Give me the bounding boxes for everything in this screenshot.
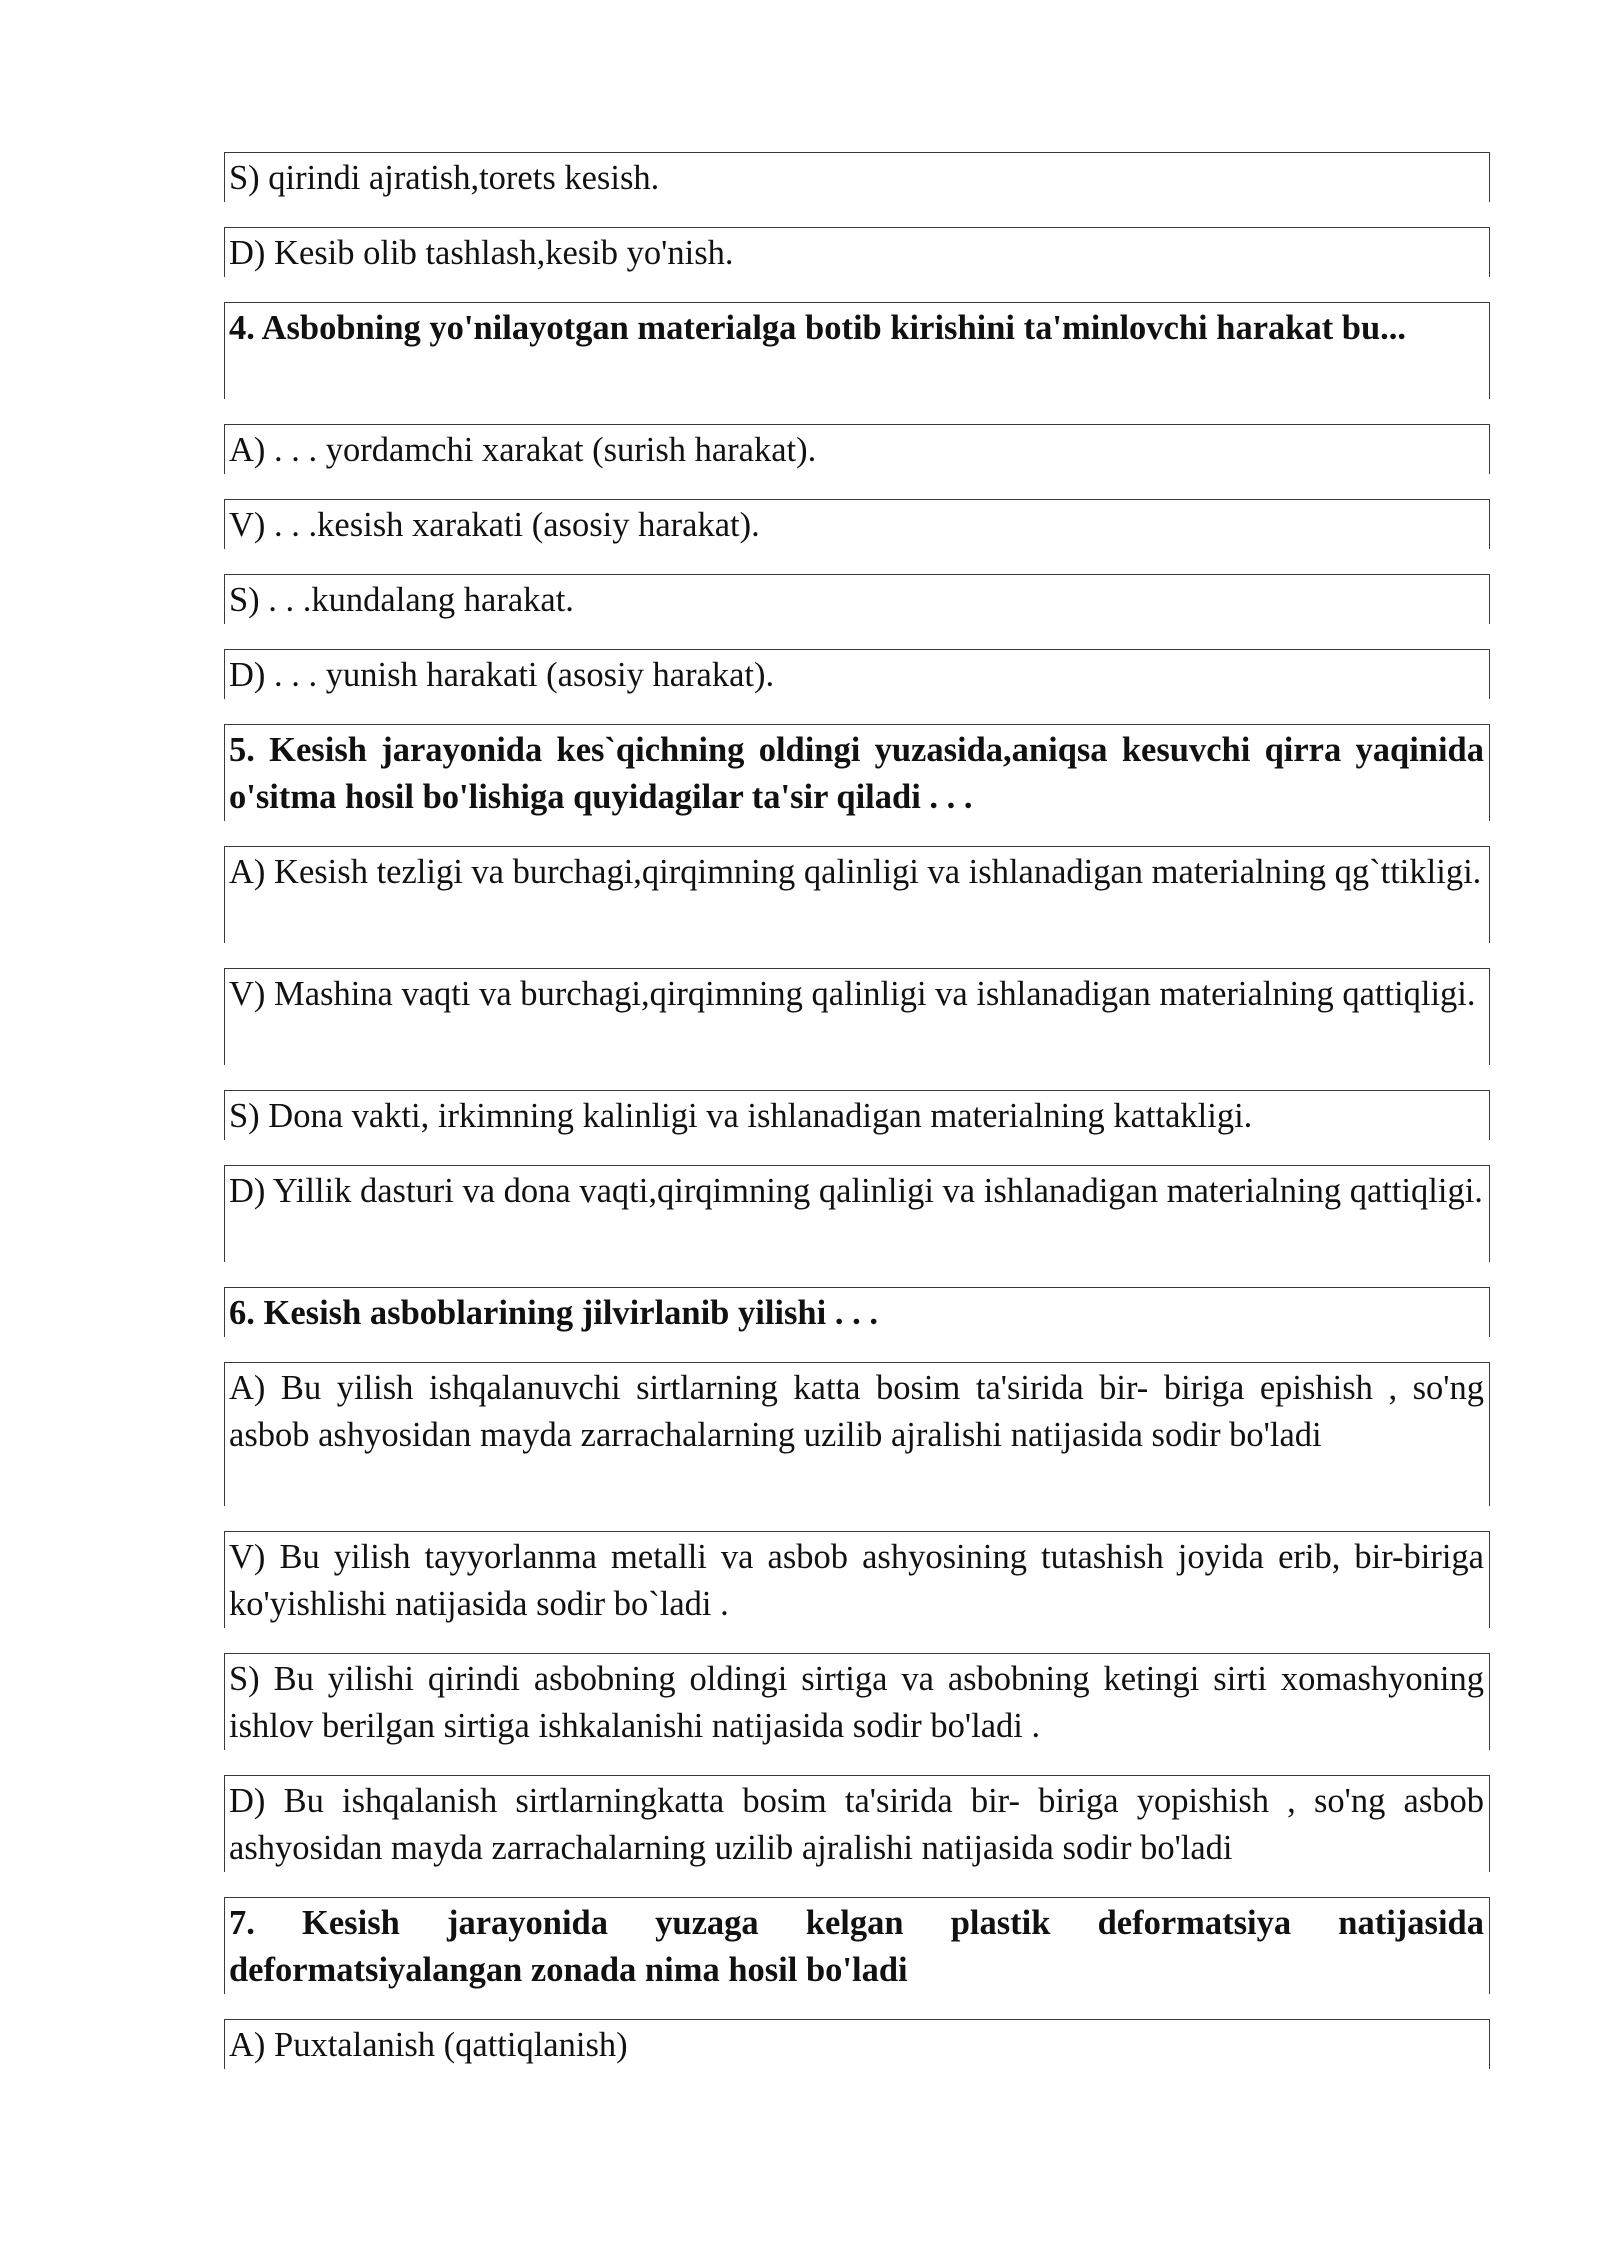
- question-4: [224, 302, 1490, 399]
- answer-option-5s: [224, 1090, 1490, 1140]
- question-7: [224, 1897, 1490, 1994]
- question-text: 4. Asbobning yo'nilayotgan materialga botib kirishini ta'minlovchi harakat bu...: [229, 309, 1407, 347]
- answer-option-text: A) Puxtalanish (qattiqlanish): [229, 2026, 628, 2064]
- answer-option-text: S) Bu yilishi qirindi asbobning oldingi sirtiga va asbobning ketingi sirti xomashyoning ishlov berilgan sirtiga ishkalanishi natijasida sodir bo'ladi .: [229, 1660, 1484, 1745]
- answer-option-text: D) . . . yunish harakati (asosiy harakat).: [229, 656, 775, 694]
- question-table: [224, 152, 1490, 2094]
- answer-option-text: D) Bu ishqalanish sirtlarningkatta bosim ta'sirida bir- biriga yopishish , so'ng asbob ashyosidan mayda zarrachalarning uzilib ajralishi natijasida sodir bo'ladi: [229, 1782, 1484, 1867]
- question-6: [224, 1287, 1490, 1337]
- answer-option-7a: [224, 2019, 1490, 2069]
- answer-option-text: D) Kesib olib tashlash,kesib yo'nish.: [229, 234, 734, 272]
- answer-option-text: S) qirindi ajratish,torets kesish.: [229, 159, 660, 197]
- answer-option-text: A) Bu yilish ishqalanuvchi sirtlarning katta bosim ta'sirida bir- biriga epishish , so'ng asbob ashyosidan mayda zarrachalarning uzilib ajralishi natijasida sodir bo'ladi: [229, 1369, 1484, 1454]
- question-5: [224, 724, 1490, 821]
- answer-option-4s: [224, 574, 1490, 624]
- answer-option-4a: [224, 424, 1490, 474]
- answer-option-4d: [224, 649, 1490, 699]
- question-text: 6. Kesish asboblarining jilvirlanib yilishi . . .: [229, 1294, 878, 1332]
- answer-option-text: V) . . .kesish xarakati (asosiy harakat).: [229, 506, 760, 544]
- answer-option-6a: [224, 1362, 1490, 1506]
- answer-option-4v: [224, 499, 1490, 549]
- answer-option-text: V) Bu yilish tayyorlanma metalli va asbob ashyosining tutashish joyida erib, bir-biriga ko'yishlishi natijasida sodir bo`ladi .: [229, 1538, 1484, 1623]
- question-text: 7. Kesish jarayonida yuzaga kelgan plastik deformatsiya natijasida deformatsiyalangan zonada nima hosil bo'ladi: [229, 1904, 1484, 1989]
- answer-option-6v: [224, 1531, 1490, 1628]
- answer-option-text: D) Yillik dasturi va dona vaqti,qirqimning qalinligi va ishlanadigan materialning qattiqligi.: [229, 1172, 1483, 1210]
- answer-option-6d: [224, 1775, 1490, 1872]
- answer-option-text: S) Dona vakti, irkimning kalinligi va ishlanadigan materialning kattakligi.: [229, 1097, 1253, 1135]
- answer-option-text: A) . . . yordamchi xarakat (surish harakat).: [229, 431, 817, 469]
- answer-option-5v: [224, 968, 1490, 1065]
- answer-option-text: S) . . .kundalang harakat.: [229, 581, 574, 619]
- answer-option-text: V) Mashina vaqti va burchagi,qirqimning qalinligi va ishlanadigan materialning qattiqligi.: [229, 975, 1476, 1013]
- question-text: 5. Kesish jarayonida kes`qichning oldingi yuzasida,aniqsa kesuvchi qirra yaqinida o'sitma hosil bo'lishiga quyidagilar ta'sir qiladi . . .: [229, 731, 1484, 816]
- answer-option-5a: [224, 846, 1490, 943]
- answer-option-3d: [224, 227, 1490, 277]
- answer-option-3s: [224, 152, 1490, 202]
- answer-option-5d: [224, 1165, 1490, 1262]
- answer-option-text: A) Kesish tezligi va burchagi,qirqimning qalinligi va ishlanadigan materialning qg`ttikligi.: [229, 853, 1482, 891]
- answer-option-6s: [224, 1653, 1490, 1750]
